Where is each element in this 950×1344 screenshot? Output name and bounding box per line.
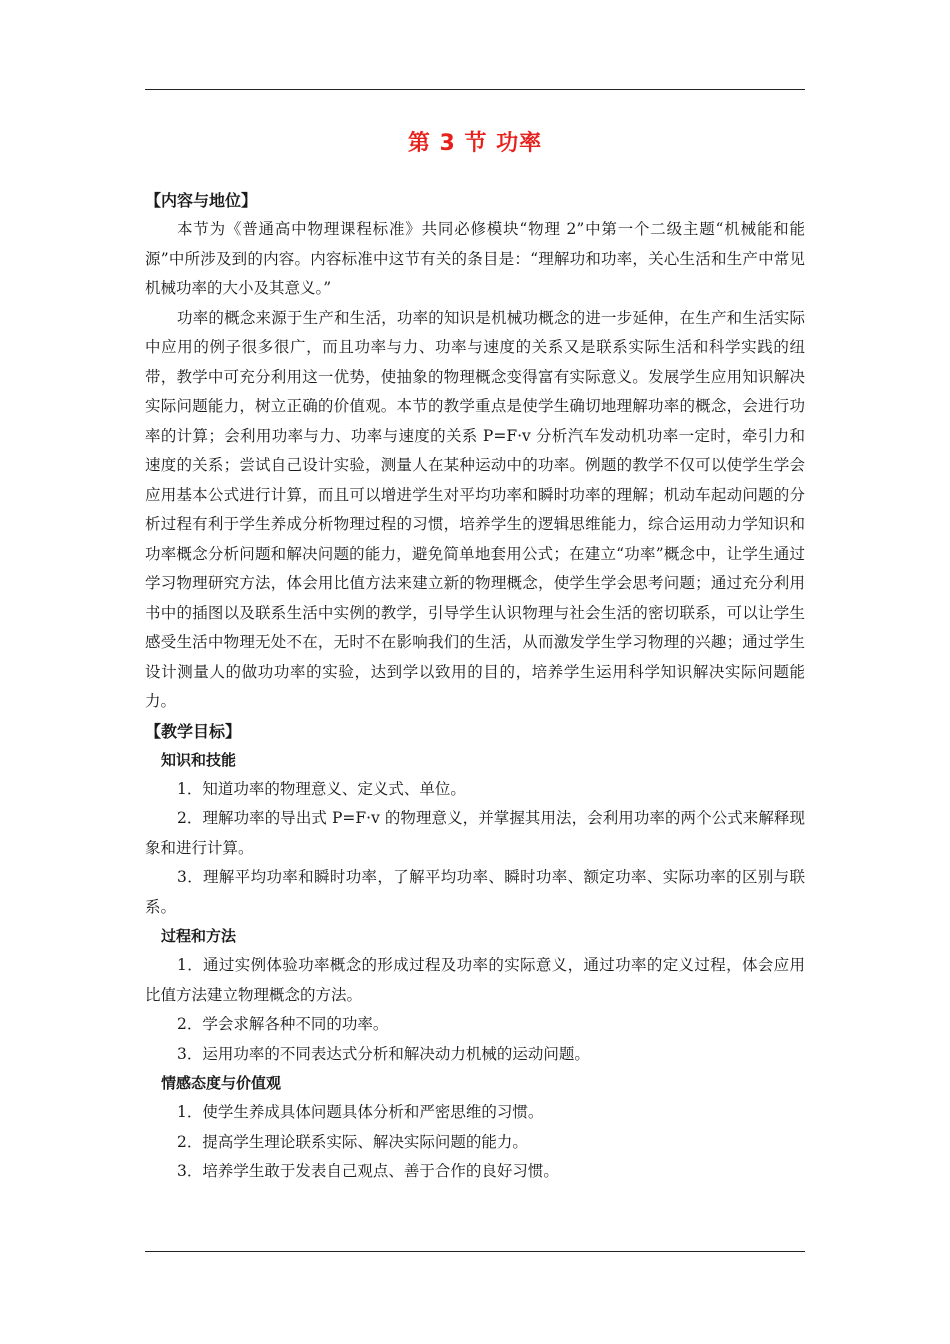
content-paragraph-2: 功率的概念来源于生产和生活，功率的知识是机械功概念的进一步延伸，在生产和生活实际中应用的例子很多很广，而且功率与力、功率与速度的关系又是联系实际生活和科学实践的纽带，教学中可充分利用这一优势，使抽象的物理概念变得富有实际意义。发展学生应用知识解决实际问题能力，树立正确的价值观。本节的教学重点是使学生确切地理解功率的概念，会进行功率的计算；会利用功率与力、功率与速度的关系 P=F·v 分析汽车发动机功率一定时，牵引力和速度的关系；尝试自己设计实验，测量人在某种运动中的功率。例题的教学不仅可以使学生学会应用基本公式进行计算，而且可以增进学生对平均功率和瞬时功率的理解；机动车起动问题的分析过程有利于学生养成分析物理过程的习惯，培养学生的逻辑思维能力，综合运用动力学知识和功率概念分析问题和解决问题的能力，避免简单地套用公式；在建立“功率”概念中，让学生通过学习物理研究方法，体会用比值方法来建立新的物理概念，使学生学会思考问题；通过充分利用书中的插图以及联系生活中实例的教学，引导学生认识物理与社会生活的密切联系，可以让学生感受生活中物理无处不在，无时不在影响我们的生活，从而激发学生学习物理的兴趣；通过学生设计测量人的做功功率的实验，达到学以致用的目的，培养学生运用科学知识解决实际问题能力。 <box>145 308 805 710</box>
knowledge-item-3: 3．理解平均功率和瞬时功率，了解平均功率、瞬时功率、额定功率、实际功率的区别与联系。 <box>145 868 805 916</box>
header-rule <box>145 89 805 90</box>
process-method-subheading: 过程和方法 <box>161 927 237 945</box>
attitude-item-2: 2．提高学生理论联系实际、解决实际问题的能力。 <box>177 1132 528 1151</box>
process-item-3: 3．运用功率的不同表达式分析和解决动力机械的运动问题。 <box>177 1044 590 1063</box>
footer-rule <box>145 1251 805 1252</box>
attitude-item-3: 3．培养学生敢于发表自己观点、善于合作的良好习惯。 <box>177 1162 559 1180</box>
teaching-goals-heading: 【教学目标】 <box>145 721 242 741</box>
process-item-1: 1．通过实例体验功率概念的形成过程及功率的实际意义，通过功率的定义过程，体会应用比值方法建立物理概念的方法。 <box>145 956 805 1004</box>
content-paragraph-1: 本节为《普通高中物理课程标准》共同必修模块“物理 2”中第一个二级主题“机械能和能源”中所涉及到的内容。内容标准中这节有关的条目是：“理解功和功率，关心生活和生产中常见机械功率的大小及其意义。” <box>145 220 805 297</box>
content-position-heading: 【内容与地位】 <box>145 191 258 210</box>
knowledge-item-1: 1．知道功率的物理意义、定义式、单位。 <box>177 779 466 798</box>
knowledge-item-2: 2．理解功率的导出式 P=F·v 的物理意义，并掌握其用法，会利用功率的两个公式来解释现象和进行计算。 <box>145 809 805 857</box>
document-body <box>145 186 805 1187</box>
knowledge-skills-subheading: 知识和技能 <box>161 750 237 769</box>
page-title: 第 3 节 功率 <box>407 131 543 156</box>
process-item-2: 2．学会求解各种不同的功率。 <box>177 1015 389 1033</box>
attitude-item-1: 1．使学生养成具体问题具体分析和严密思维的习惯。 <box>177 1103 544 1121</box>
attitude-values-subheading: 情感态度与价值观 <box>161 1074 282 1092</box>
